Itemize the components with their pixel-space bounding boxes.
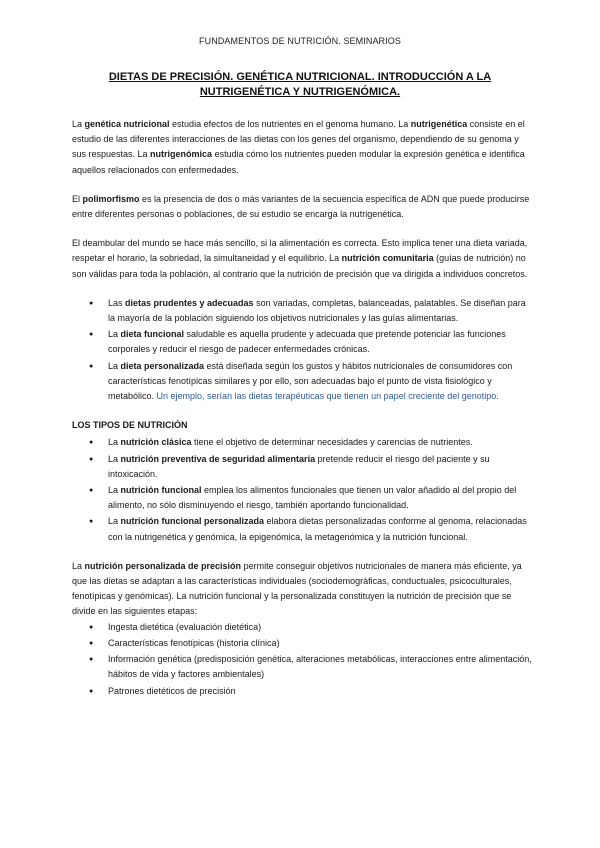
list-item: ● Patrones dietéticos de precisión xyxy=(72,684,532,699)
highlighted-example: Un ejemplo, serían las dietas terapéuticas que tienen un papel creciente del genotipo. xyxy=(156,391,499,402)
list-tipos-nutricion xyxy=(72,435,532,544)
list-tipos-dietas xyxy=(72,296,532,404)
document-title: DIETAS DE PRECISIÓN. GENÉTICA NUTRICIONAL. INTRODUCCIÓN A LA NUTRIGENÉTICA Y NUTRIGENÓMICA. xyxy=(108,71,492,98)
list-item xyxy=(72,327,532,357)
document-body xyxy=(72,117,532,713)
text: La xyxy=(108,516,121,527)
text: La xyxy=(108,453,121,464)
page-header: FUNDAMENTOS DE NUTRICIÓN. SEMINARIOS xyxy=(199,36,401,46)
paragraph-nutricion-precision xyxy=(72,559,532,620)
text: La xyxy=(72,119,85,129)
list-item: ● Ingesta dietética (evaluación dietética) xyxy=(72,620,532,635)
list-item xyxy=(72,435,532,450)
text: La xyxy=(108,437,121,448)
text: tiene el objetivo de determinar necesidades y carencias de nutrientes. xyxy=(191,437,473,448)
text: saludable es aquella prudente y adecuada que pretende potenciar las funciones corporales y reducir el riesgo de padecer enfermedades crónicas. xyxy=(108,329,506,355)
text: (guías de nutrición) no son válidas para toda la población, al contrario que la nutrición de precisión que va dirigida a individuos concretos. xyxy=(72,253,528,279)
text: Las xyxy=(108,297,126,308)
text: son variadas, completas, balanceadas, palatables. Se diseñan para la mayoría de la población siguiendo los objetivos nutricionales y las guías alimentarias. xyxy=(108,297,526,324)
text: es la presencia de dos o más variantes de la secuencia específica de ADN que puede producirse entre diferentes personas o poblaciones, de su estudio se encarga la nutrigenética. xyxy=(72,193,530,220)
text: consiste en el estudio de las diferentes interacciones de las dietas con los genes del organismo, dependiendo de su genoma y sus respuestas. La xyxy=(72,119,525,160)
text: emplea los alimentos funcionales que tienen un valor añadido al del propio del alimento, no sólo disminuyendo el riesgo, también aportando funcionalidad. xyxy=(108,485,517,511)
term: nutrición funcional personalizada xyxy=(120,516,265,527)
term: nutrición clásica xyxy=(120,437,192,448)
paragraph-genetica-nutricional xyxy=(72,117,532,178)
term-genetica-nutricional: genética nutricional xyxy=(84,119,170,129)
term: nutrición funcional xyxy=(120,485,202,496)
term: nutrición preventiva de seguridad alimentaria xyxy=(120,453,316,464)
text: El xyxy=(72,193,83,204)
term-nutricion-comunitaria: nutrición comunitaria xyxy=(341,253,434,264)
term: dietas prudentes y adecuadas xyxy=(125,297,254,308)
text: La xyxy=(108,360,121,371)
list-item xyxy=(72,483,532,513)
paragraph-nutricion-comunitaria xyxy=(72,236,532,282)
text: La xyxy=(108,485,121,496)
text: elabora dietas personalizadas conforme al genoma, relacionadas con la nutrigenética y genómica, la epigenómica, la metagenómica y la nutrición funcional. xyxy=(108,516,527,542)
section-title: LOS TIPOS DE NUTRICIÓN xyxy=(72,420,188,431)
text: permite conseguir objetivos nutricionales de manera más eficiente, ya que las dietas se adaptan a las características individuales (sociodemográficas, conductuales, psicoculturales, fenotípicas y genómicas). La nutrición funcional y la personalizada constituyen la nutrición de precisión que se divide en las siguientes etapas: xyxy=(72,560,522,617)
text: pretende reducir el riesgo del paciente y su intoxicación. xyxy=(108,453,490,479)
term-nutrigenomica: nutrigenómica xyxy=(150,149,213,160)
text: está diseñada según los gustos y hábitos nutricionales de consumidores con características fenotípicas similares y por ello, son adecuadas bajo el punto de vista fisiológico y metabólico. xyxy=(108,360,513,402)
list-item xyxy=(72,452,532,482)
text: estudia cómo los nutrientes pueden modular la expresión genética e identifica aquellos relacionados con enfermedades. xyxy=(72,149,525,175)
term: dieta funcional xyxy=(120,329,185,340)
list-item: ● Información genética (predisposición genética, alteraciones metabólicas, interacciones entre alimentación, hábitos de vida y factores ambientales) xyxy=(72,652,532,682)
term-nutricion-personalizada-precision: nutrición personalizada de precisión xyxy=(84,560,242,571)
text: estudia efectos de los nutrientes en el genoma humano. La xyxy=(169,119,411,129)
list-etapas xyxy=(72,620,532,699)
term-nutrigenetica: nutrigenética xyxy=(410,119,468,129)
text: La xyxy=(108,329,121,340)
term: dieta personalizada xyxy=(120,360,205,371)
paragraph-polimorfismo xyxy=(72,192,532,222)
list-item xyxy=(72,296,532,326)
term-polimorfismo: polimorfismo xyxy=(82,193,140,204)
text: El deambular del mundo se hace más sencillo, si la alimentación es correcta. Esto implica tener una dieta variada, respetar el horario, la sobriedad, la simultaneidad y el equilibrio. La xyxy=(72,238,528,264)
text: La xyxy=(72,560,85,571)
list-item: ● Características fenotípicas (historia clínica) xyxy=(72,636,532,651)
list-item xyxy=(72,359,532,405)
list-item xyxy=(72,514,532,544)
